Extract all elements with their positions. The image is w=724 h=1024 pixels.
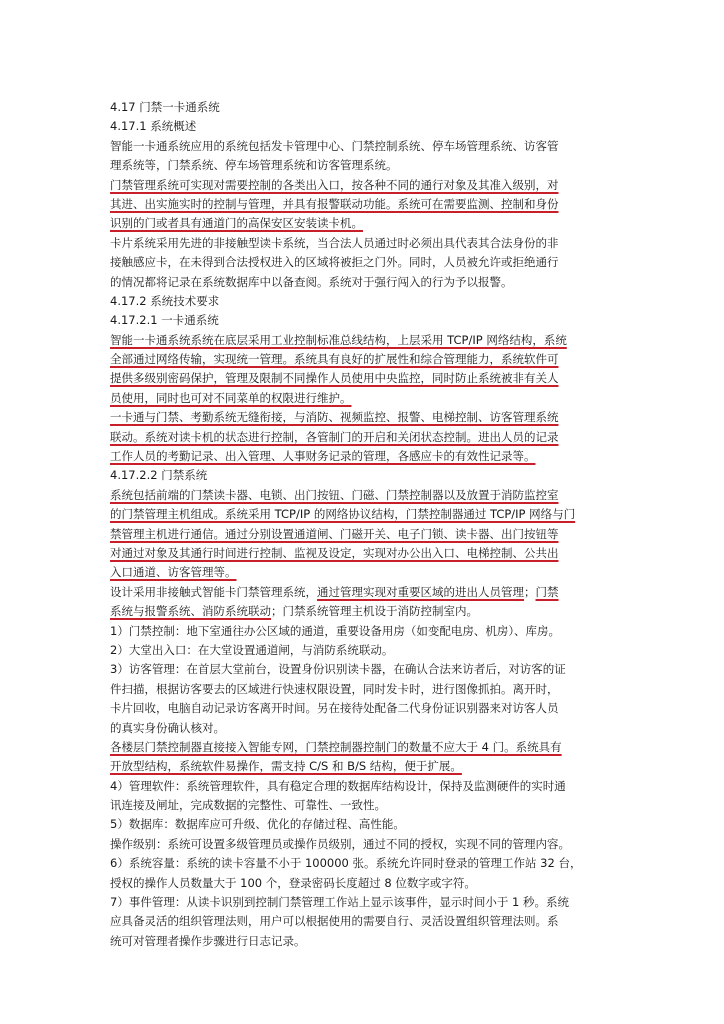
paragraph-line: 智能一卡通系统应用的系统包括发卡管理中心、门禁控制系统、停车场管理系统、访客管 <box>110 138 559 153</box>
paragraph-line: 理系统等，门禁系统、停车场管理系统和访客管理系统。 <box>110 158 398 173</box>
paragraph-line: 的情况都将记录在系统数据库中以备查阅。系统对于强行闯入的行为予以报警。 <box>110 274 513 289</box>
underlined-line: 员使用，同时也可对不同菜单的权限进行维护。 <box>110 390 352 405</box>
list-item: 应具备灵活的组织管理法则，用户可以根据使用的需要自行、灵活设置组织管理法则。系 <box>110 914 559 929</box>
underlined-line: 的门禁管理主机组成。系统采用 TCP/IP 的网络协议结构，门禁控制器通过 TCP/IP 网络与门 <box>110 507 576 522</box>
underlined-line: 一卡通与门禁、考勤系统无缝衔接，与消防、视频监控、报警、电梯控制、访客管理系统 <box>110 410 559 425</box>
underlined-line: 对通过对象及其通行时间进行控制、监视及设定，实现对办公出入口、电梯控制、公共出 <box>110 545 559 560</box>
list-item: 1）门禁控制：地下室通往办公区域的通道，重要设备用房（如变配电房、机房）、库房。 <box>110 623 561 638</box>
underlined-line: 开放型结构，系统软件易操作，需支持 C/S 和 B/S 结构，便于扩展。 <box>110 759 462 774</box>
underlined-line: 其进、出实施实时的控制与管理，并具有报警联动功能。系统可在需要监测、控制和身份 <box>110 196 559 211</box>
separator-text: ； <box>524 584 536 599</box>
design-line <box>110 583 618 602</box>
list-item: 讯连接及闸址，完成数据的完整性、可靠性、一致性。 <box>110 798 386 813</box>
underlined-line: 智能一卡通系统系统在底层采用工业控制标准总线结构，上层采用 TCP/IP 网络结构，系统 <box>110 332 567 347</box>
underlined-line: 工作人员的考勤记录、出入管理、人事财务记录的管理，各感应卡的有效性记录等。 <box>110 449 536 464</box>
document-body <box>110 98 618 951</box>
underlined-line: 入口通道、访客管理等。 <box>110 565 237 580</box>
underlined-phrase: 系统与报警系统、消防系统联动 <box>110 604 271 619</box>
underlined-line: 识别的门或者具有通道门的高保安区安装读卡机。 <box>110 216 363 231</box>
section-title: 4.17 门禁一卡通系统 <box>110 100 220 114</box>
list-item: 7）事件管理：从读卡识别到控制门禁管理工作站上显示该事件，显示时间小于 1 秒。系统 <box>110 895 569 910</box>
design-text: ；门禁系统管理主机设于消防控制室内。 <box>271 604 478 619</box>
subsection-title-tech: 4.17.2 系统技术要求 <box>110 293 220 308</box>
underlined-line: 全部通过网络传输，实现统一管理。系统具有良好的扩展性和综合管理能力，系统软件可 <box>110 352 559 367</box>
list-item: 2）大堂出入口：在大堂设置通道闸，与消防系统联动。 <box>110 642 394 657</box>
subsection-title-door: 4.17.2.2 门禁系统 <box>110 468 208 483</box>
list-item: 3）访客管理：在首层大堂前台，设置身份识别读卡器，在确认合法来访者后，对访客的证 <box>110 662 566 677</box>
subsection-title-overview: 4.17.1 系统概述 <box>110 119 197 134</box>
underlined-line: 联动。系统对读卡机的状态进行控制，各管制门的开启和关闭状态控制。进出人员的记录 <box>110 429 559 444</box>
paragraph-line: 接触感应卡，在未得到合法授权进入的区域将被拒之门外。同时，人员被允许或拒绝通行 <box>110 255 559 270</box>
underlined-line: 各楼层门禁控制器直接接入智能专网，门禁控制器控制门的数量不应大于 4 门。系统具有 <box>110 739 562 754</box>
list-item: 5）数据库：数据库应可升级、优化的存储过程、高性能。 <box>110 817 405 832</box>
list-item: 授权的操作人员数量大于 100 个，登录密码长度超过 8 位数字或字符。 <box>110 875 476 890</box>
underlined-line: 系统包括前端的门禁读卡器、电锁、出门按钮、门磁、门禁控制器以及放置于消防监控室 <box>110 487 559 502</box>
underlined-phrase: 门禁 <box>535 584 559 599</box>
underlined-line: 提供多级别密码保护，管理及限制不同操作人员使用中央监控，同时防止系统被非有关人 <box>110 371 559 386</box>
list-item: 6）系统容量：系统的读卡容量不小于 100000 张。系统允许同时登录的管理工作站 32 台， <box>110 856 582 871</box>
design-line <box>110 602 618 621</box>
underlined-phrase: 通过管理实现对重要区域的进出人员管理 <box>317 584 524 599</box>
design-text: 设计采用非接触式智能卡门禁管理系统， <box>110 584 317 599</box>
list-item: 统可对管理者操作步骤进行日志记录。 <box>110 933 306 948</box>
list-item: 件扫描，根据访客要去的区域进行快速权限设置，同时发卡时，进行图像抓拍。离开时， <box>110 681 559 696</box>
underlined-line: 禁管理主机进行通信。通过分别设置通道闸、门磁开关、电子门锁、读卡器、出门按钮等 <box>110 526 559 541</box>
paragraph-line: 卡片系统采用先进的非接触型读卡系统，当合法人员通过时必须出具代表其合法身份的非 <box>110 235 559 250</box>
list-item: 4）管理软件：系统管理软件，具有稳定合理的数据库结构设计，保持及监测硬件的实时通 <box>110 778 566 793</box>
underlined-line: 门禁管理系统可实现对需要控制的各类出入口，按各种不同的通行对象及其准入级别，对 <box>110 177 559 192</box>
list-item: 的真实身份确认核对。 <box>110 720 225 735</box>
subsection-title-onecard: 4.17.2.1 一卡通系统 <box>110 313 219 328</box>
list-item: 操作级别：系统可设置多级管理员或操作员级别，通过不同的授权，实现不同的管理内容。 <box>110 836 570 851</box>
list-item: 卡片回收，电脑自动记录访客离开时间。另在接待处配备二代身份证识别器来对访客人员 <box>110 701 559 716</box>
